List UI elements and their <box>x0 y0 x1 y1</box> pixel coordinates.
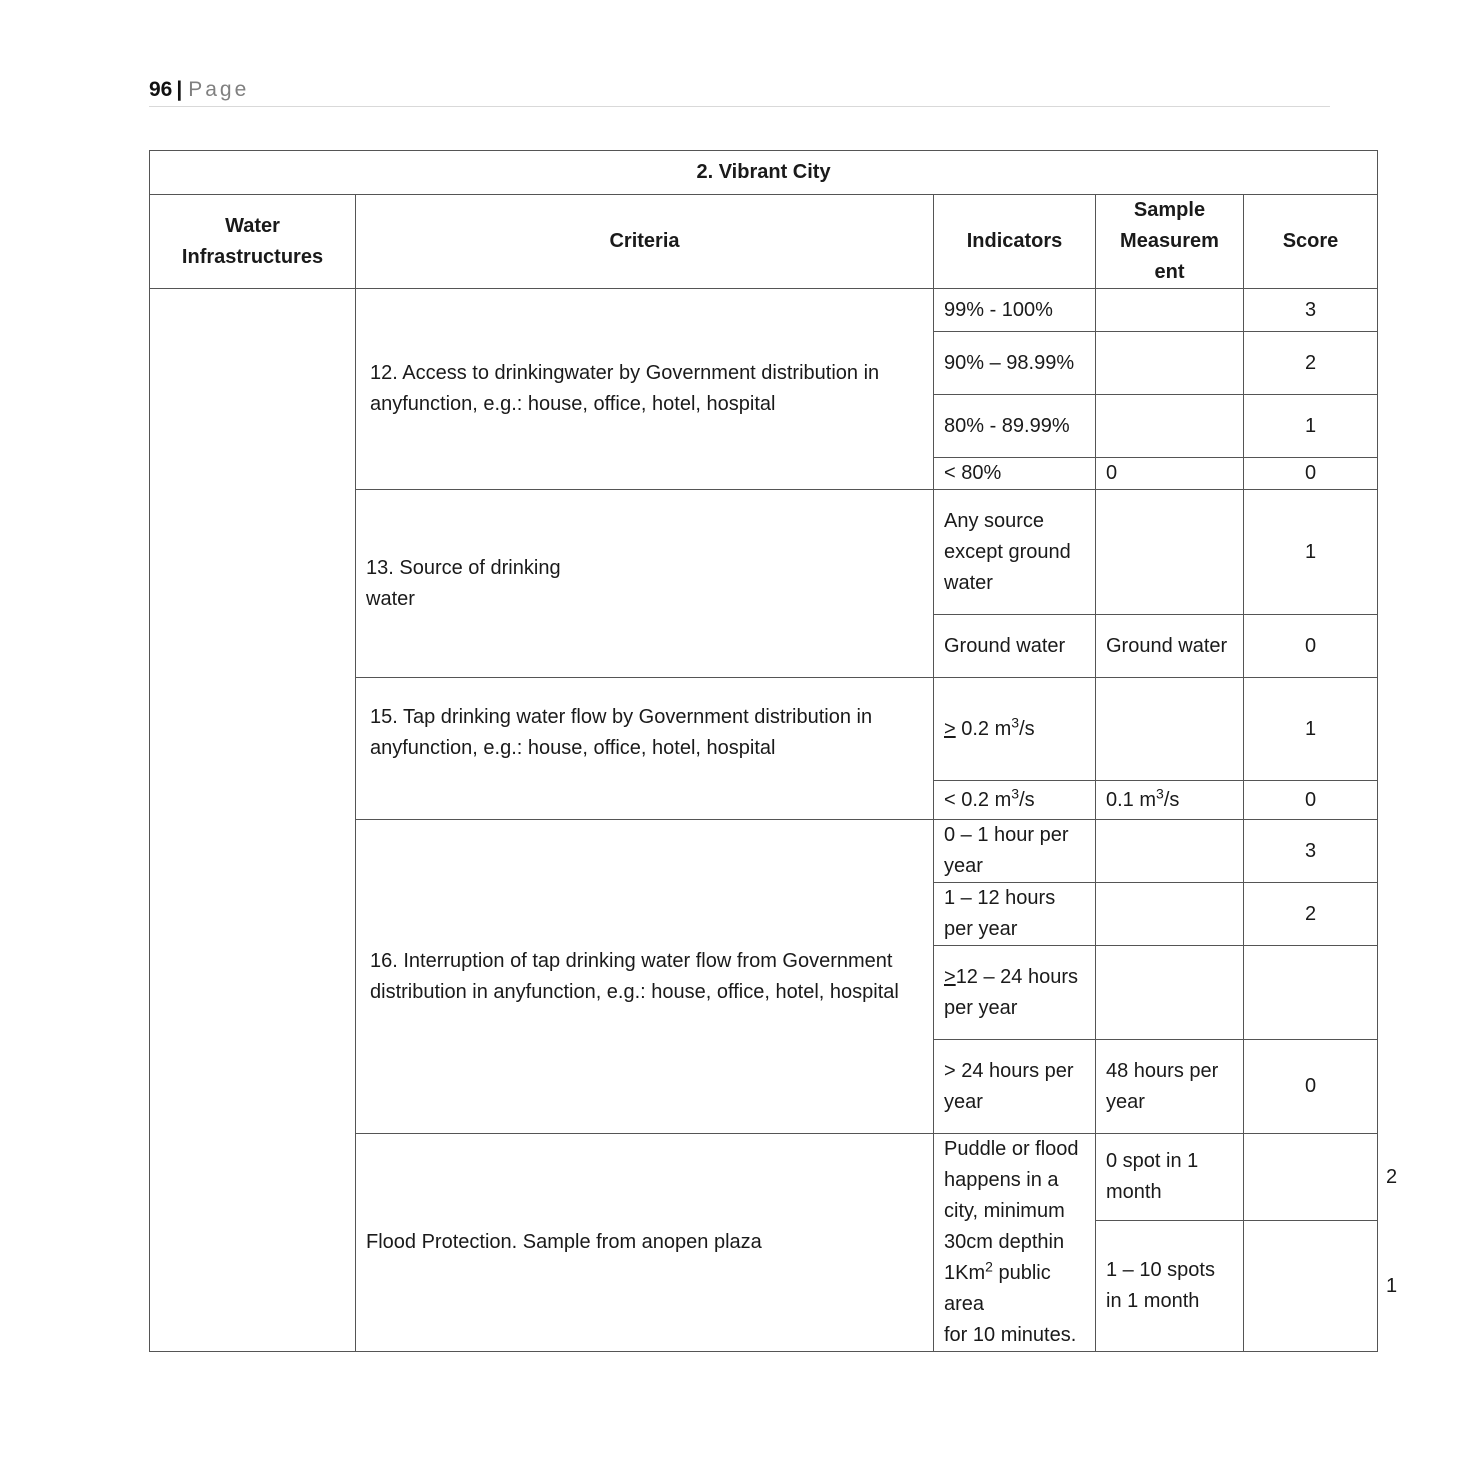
header-score: Score <box>1244 195 1378 289</box>
score: 1 <box>1244 678 1378 781</box>
page-header <box>149 76 1330 107</box>
sample-value: 0.1 m <box>1106 788 1157 811</box>
score <box>1244 946 1378 1040</box>
indicator: 1 – 10 spots in 1 month <box>1096 1221 1244 1352</box>
indicator: 80% - 89.99% <box>934 395 1096 458</box>
page-separator: | <box>176 78 183 101</box>
sample-measurement: 48 hours per year <box>1096 1040 1244 1134</box>
score: 0 <box>1244 458 1378 490</box>
score: 2 <box>1244 332 1378 395</box>
ge-symbol: > <box>944 717 956 740</box>
sample-measurement <box>1096 781 1244 820</box>
indicator <box>934 781 1096 820</box>
criteria-13: 13. Source of drinking water <box>356 490 934 678</box>
score: 1 <box>1244 395 1378 458</box>
water-infrastructure-cell <box>150 289 356 1352</box>
unit: /s <box>1019 717 1035 740</box>
page-number: 96 <box>149 78 173 101</box>
indicator: 90% – 98.99% <box>934 332 1096 395</box>
page-word: Page <box>188 78 250 101</box>
superscript: 3 <box>1011 784 1020 801</box>
sample-measurement <box>1244 1134 1378 1221</box>
indicator-value: < 0.2 m <box>944 788 1012 811</box>
unit: /s <box>1163 788 1180 811</box>
flood-criteria-text: Puddle or flood happens in a city, minimum 30cm depthin 1Km <box>944 1138 1079 1284</box>
superscript: 3 <box>1011 713 1020 730</box>
superscript: 2 <box>985 1258 993 1275</box>
flood-infrastructure: Flood Protection. Sample from anopen plaza <box>356 1134 934 1352</box>
score: 3 <box>1244 289 1378 332</box>
sample-measurement: Ground water <box>1096 615 1244 678</box>
criteria-16: 16. Interruption of tap drinking water flow from Government distribution in anyfunction, e.g.: house, office, hotel, hospital <box>356 820 934 1134</box>
vibrant-city-table <box>149 150 1398 1352</box>
criteria-flood <box>934 1134 1096 1352</box>
score: 1 <box>1244 490 1378 615</box>
indicator: Any source except ground water <box>934 490 1096 615</box>
score: 3 <box>1244 820 1378 883</box>
indicator: Ground water <box>934 615 1096 678</box>
score: 0 <box>1244 1040 1378 1134</box>
sample-measurement <box>1096 490 1244 615</box>
indicator-value: 12 – 24 hours per year <box>944 965 1079 1019</box>
flood-criteria-text-3: for 10 minutes. <box>944 1324 1077 1346</box>
sample-measurement <box>1096 678 1244 781</box>
header-sample-measurement: Sample Measurem ent <box>1096 195 1244 289</box>
header-criteria: Criteria <box>356 195 934 289</box>
indicator: 0 spot in 1 month <box>1096 1134 1244 1221</box>
indicator <box>934 946 1096 1040</box>
table-row <box>150 289 1378 332</box>
sample-measurement <box>1096 289 1244 332</box>
criteria-15: 15. Tap drinking water flow by Government distribution in anyfunction, e.g.: house, office, hotel, hospital <box>356 678 934 820</box>
superscript: 3 <box>1156 784 1164 801</box>
score: 0 <box>1244 615 1378 678</box>
criteria-12: 12. Access to drinkingwater by Government distribution in anyfunction, e.g.: house, office, hotel, hospital <box>356 289 934 490</box>
table-title: 2. Vibrant City <box>150 151 1378 195</box>
header-water-infrastructures: Water Infrastructures <box>150 195 356 289</box>
indicator: 0 – 1 hour per year <box>934 820 1096 883</box>
sample-measurement: 0 <box>1096 458 1244 490</box>
table-header-row <box>150 195 1378 289</box>
sample-measurement <box>1096 946 1244 1040</box>
indicator-value: 0.2 m <box>955 717 1012 740</box>
unit: /s <box>1019 788 1035 811</box>
table-row: Flood Protection. Sample from anopen plaza Puddle or flood happens in a city, minimum 30cm depthin 1Km$^2$ public area for 10 minutes. 0 spot in 1 month 2 <box>150 1134 1378 1221</box>
sample-measurement <box>1096 395 1244 458</box>
score: 2 <box>1244 883 1378 946</box>
sample-measurement <box>1244 1221 1378 1352</box>
header-indicators: Indicators <box>934 195 1096 289</box>
score: 0 <box>1244 781 1378 820</box>
indicator <box>934 678 1096 781</box>
sample-measurement <box>1096 820 1244 883</box>
ge-symbol: > <box>944 965 956 988</box>
table-row: 1 – 10 spots in 1 month 1 <box>150 1221 1378 1352</box>
sample-measurement <box>1096 332 1244 395</box>
sample-measurement <box>1096 883 1244 946</box>
indicator: 1 – 12 hours per year <box>934 883 1096 946</box>
table-title-row <box>150 151 1378 195</box>
flood-criteria-text-2: public area <box>944 1262 1051 1315</box>
indicator: < 80% <box>934 458 1096 490</box>
indicator: > 24 hours per year <box>934 1040 1096 1134</box>
indicator: 99% - 100% <box>934 289 1096 332</box>
